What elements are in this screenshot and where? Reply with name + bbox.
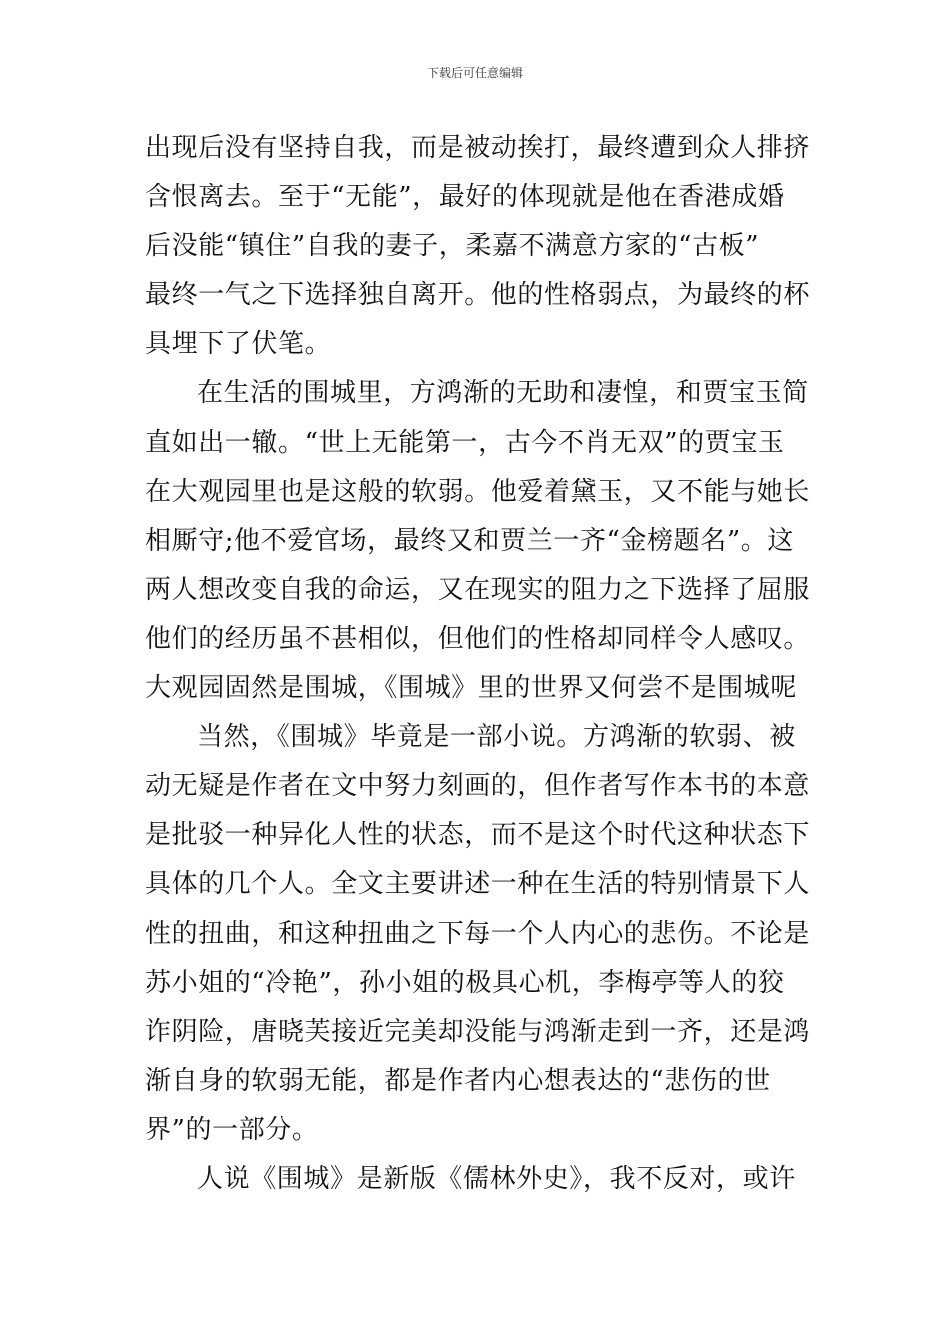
paragraph-start-line: 人说《围城》是新版《儒林外史》，我不反对，或许 [197,1163,796,1194]
page-header: 下载后可任意编辑 [426,66,523,80]
text-line: 他们的经历虽不甚相似，但他们的性格却同样令人感叹。 [145,623,811,654]
text-line: 是批驳一种异化人性的状态，而不是这个时代这种状态下 [145,820,811,851]
text-line: 具埋下了伏笔。 [145,329,332,360]
text-line: 诈阴险，唐晓芙接近完美却没能与鸿渐走到一齐，还是鸿 [145,1016,811,1047]
text-line: 后没能“镇住”自我的妻子，柔嘉不满意方家的“古板” [145,231,760,262]
text-line: 最终一气之下选择独自离开。他的性格弱点，为最终的杯 [145,280,811,311]
text-line: 具体的几个人。全文主要讲述一种在生活的特别情景下人 [145,869,811,900]
text-line: 出现后没有坚持自我，而是被动挨打，最终遭到众人排挤 [145,133,811,163]
text-line: 相厮守;他不爱官场，最终又和贾兰一齐“金榜题名”。这 [145,525,794,556]
paragraph-start-line: 当然，《围城》毕竟是一部小说。方鸿渐的软弱、被 [197,722,796,753]
text-line: 苏小姐的“冷艳”，孙小姐的极具心机，李梅亭等人的狡 [145,967,785,998]
text-line: 性的扭曲，和这种扭曲之下每一个人内心的悲伤。不论是 [145,918,811,949]
text-line: 两人想改变自我的命运，又在现实的阻力之下选择了屈服 [145,574,811,605]
text-line: 在大观园里也是这般的软弱。他爱着黛玉，又不能与她长 [145,476,811,507]
text-line: 动无疑是作者在文中努力刻画的，但作者写作本书的本意 [145,771,811,802]
text-line: 渐自身的软弱无能，都是作者内心想表达的“悲伤的世 [145,1065,771,1096]
text-line: 含恨离去。至于“无能”，最好的体现就是他在香港成婚 [145,182,785,213]
text-line: 直如出一辙。“世上无能第一，古今不肖无双”的贾宝玉 [145,427,785,458]
paragraph-start-line: 在生活的围城里，方鸿渐的无助和凄惶，和贾宝玉简 [197,378,809,409]
document-body [145,124,811,1204]
text-line: 界”的一部分。 [145,1114,319,1145]
text-line: 大观园固然是围城，《围城》里的世界又何尝不是围城呢 [145,673,798,704]
